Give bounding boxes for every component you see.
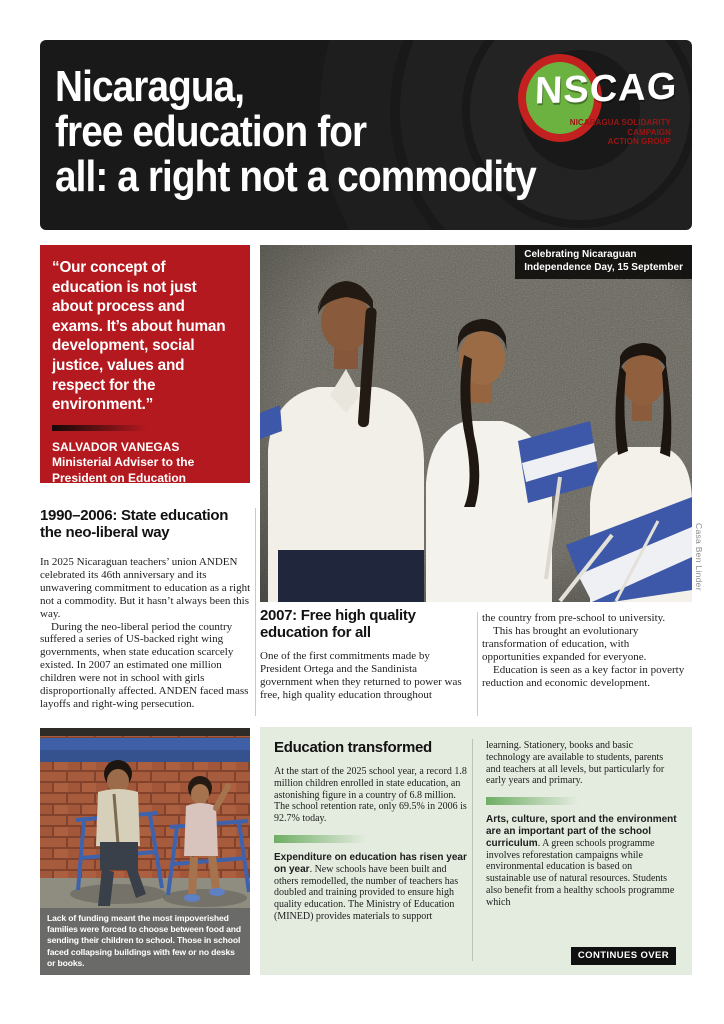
column-rule: [472, 739, 473, 961]
education-transformed-box: [260, 727, 692, 975]
independence-day-photo-art: [260, 245, 692, 602]
quote-box: [40, 245, 250, 483]
continues-over-label: CONTINUES OVER: [571, 947, 676, 965]
paragraph: the country from pre-school to university.: [482, 612, 666, 624]
section-neoliberal-heading-line2: the neo-liberal way: [40, 523, 170, 541]
paragraph: At the start of the 2025 school year, a record 1.8 million children enrolled in state education, an astonishing figure in a country of 6.8 million. The school retention rate, only 69.5% in 2006 is 92.7% today.: [274, 766, 467, 825]
quote-attribution-name: SALVADOR VANEGAS: [52, 439, 180, 454]
section-2007-heading-wrap: [260, 608, 474, 641]
green-divider-bar: [486, 797, 578, 805]
section-2007-col2: [482, 612, 690, 689]
section-neoliberal: [40, 508, 252, 711]
quote-text: “Our concept of education is not just about process and exams. It’s about human development, social justice, values and respect for the environment.”: [52, 259, 226, 414]
paragraph-lead: Expenditure on education has risen year on year: [274, 851, 467, 875]
section-2007-heading-line1: 2007: Free high quality: [260, 607, 416, 624]
paragraph: [274, 852, 468, 923]
green-box-col1: [274, 740, 468, 923]
paragraph: One of the first commitments made by President Ortega and the Sandinista government when they returned to power was free, high quality education throughout: [260, 650, 462, 701]
page-title: [55, 64, 536, 199]
paragraph: Education is seen as a key factor in poverty reduction and economic development.: [482, 663, 685, 689]
section-2007-col1: [260, 650, 472, 702]
logo-subtitle: [531, 118, 671, 147]
independence-day-photo: [260, 245, 692, 602]
paragraph: During the neo-liberal period the country suffered a series of US-backed right wing governments, when state education scarcely existed. In 2007 an estimated one million children were not in school with girls disproportionally affected. ANDEN faced mass layoffs and right-wing persecution.: [40, 620, 249, 710]
header-banner: [40, 40, 692, 230]
paragraph: This has brought an evolutionary transformation of education, with opportunities expanded for everyone.: [482, 624, 647, 663]
section-2007-heading: [260, 608, 474, 641]
logo-subtitle-line2: ACTION GROUP: [607, 137, 671, 146]
quote-divider: [52, 425, 148, 431]
logo-acronym: NSCAG: [534, 65, 679, 113]
paragraph: learning. Stationery, books and basic technology are available to students, parents and teachers at all levels, but particularly for early years and primary.: [486, 740, 665, 787]
column-rule: [477, 612, 478, 716]
classroom-photo: [40, 728, 250, 975]
paragraph-rest: . New schools have been built and others remodelled, the number of teachers has doubled and training provided to ensure high quality education. The Ministry of Education (MINED) provides materials to support: [274, 863, 459, 922]
paragraph-lead: Arts, culture, sport and the environment are an important part of the school curriculum: [486, 814, 677, 849]
nscag-logo: [518, 54, 718, 204]
column-rule: [255, 508, 256, 716]
main-photo-caption-line1: Celebrating Nicaraguan: [524, 249, 637, 260]
green-divider-bar: [274, 835, 366, 843]
section-2007-heading-line2: education for all: [260, 623, 371, 641]
main-photo-caption-line2: Independence Day, 15 September: [524, 261, 683, 273]
main-photo-caption: [515, 245, 692, 279]
paragraph: In 2025 Nicaraguan teachers’ union ANDEN celebrated its 46th anniversary and its unwavering commitment to education as a right not a commodity. But it hasn’t always been this way.: [40, 556, 251, 620]
green-box-col2: [486, 740, 678, 909]
page-title-line3: all: a right not a commodity: [55, 152, 536, 201]
logo-subtitle-line1: NICARAGUA SOLIDARITY CAMPAIGN: [569, 118, 671, 137]
quote-attribution-title-line2: President on Education: [52, 470, 187, 485]
quote-attribution-title-line1: Ministerial Adviser to the: [52, 455, 195, 470]
section-neoliberal-heading-line1: 1990–2006: State education: [40, 507, 229, 524]
classroom-photo-caption: Lack of funding meant the most impoverished families were forced to choose between food and sending their children to school. Those in school faced collapsing buildings with few or no desks or books.: [40, 908, 250, 975]
section-neoliberal-heading: [40, 508, 252, 541]
green-box-heading: Education transformed: [274, 739, 432, 756]
section-neoliberal-body: [40, 556, 252, 711]
paragraph: [486, 814, 678, 908]
photo-credit: Casa Ben Linder: [694, 523, 704, 591]
paragraph-rest: . A green schools programme involves reforestation campaigns while environmental education is based on sustainable use of natural resources. Students also benefit from a healthy schools programme which: [486, 837, 675, 908]
page-title-line2: free education for: [55, 107, 367, 156]
page-title-line1: Nicaragua,: [55, 62, 245, 111]
